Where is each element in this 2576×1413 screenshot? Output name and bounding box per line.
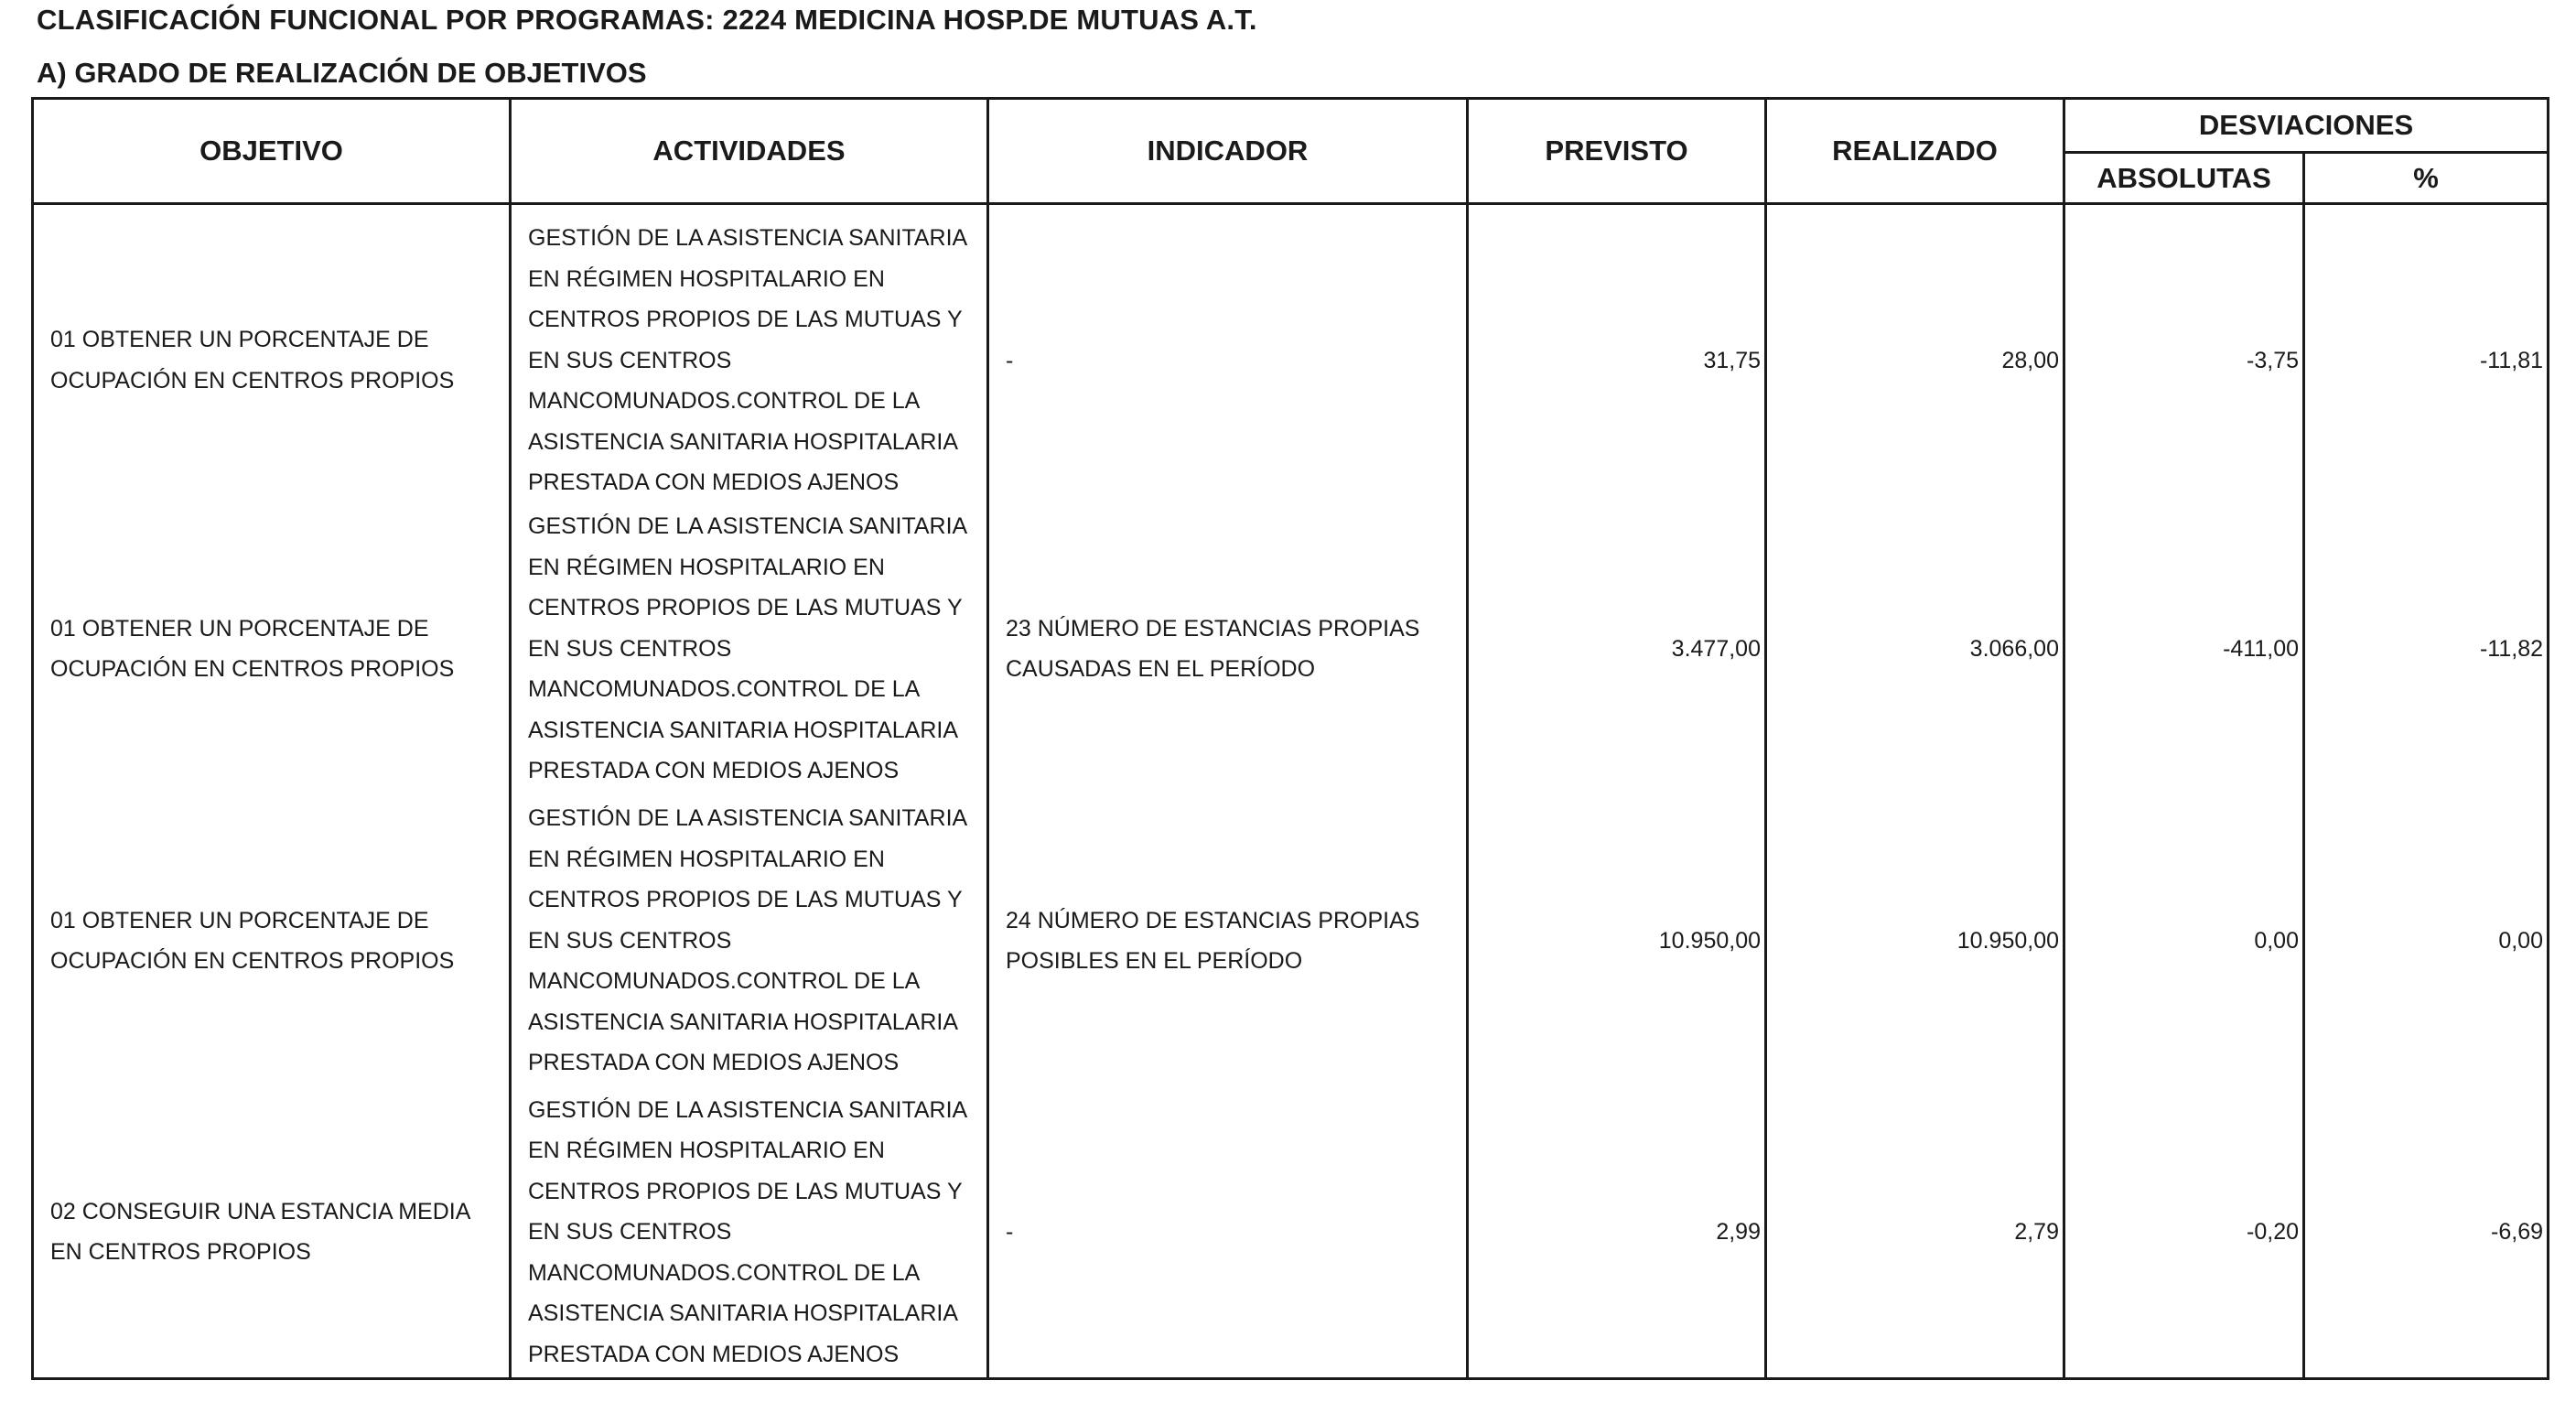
cell-realizado: 3.066,00 [1766, 503, 2064, 795]
table-header [33, 99, 2549, 204]
cell-indicador: - [988, 204, 1468, 503]
cell-objetivo: 01 OBTENER UN PORCENTAJE DE OCUPACIÓN EN CENTROS PROPIOS [33, 503, 511, 795]
table-row [33, 1087, 2549, 1379]
cell-objetivo: 02 CONSEGUIR UNA ESTANCIA MEDIA EN CENTROS PROPIOS [33, 1087, 511, 1379]
header-porcentaje: % [2304, 153, 2549, 204]
header-actividades: ACTIVIDADES [511, 99, 988, 204]
cell-previsto: 31,75 [1468, 204, 1766, 503]
cell-indicador: - [988, 1087, 1468, 1379]
document-title: CLASIFICACIÓN FUNCIONAL POR PROGRAMAS: 2224 MEDICINA HOSP.DE MUTUAS A.T. [37, 4, 1257, 36]
header-desviaciones: DESVIACIONES [2064, 99, 2549, 153]
table-row [33, 503, 2549, 795]
header-previsto: PREVISTO [1468, 99, 1766, 204]
header-realizado: REALIZADO [1766, 99, 2064, 204]
cell-objetivo: 01 OBTENER UN PORCENTAJE DE OCUPACIÓN EN CENTROS PROPIOS [33, 795, 511, 1087]
section-title: A) GRADO DE REALIZACIÓN DE OBJETIVOS [37, 57, 647, 89]
table-row [33, 795, 2549, 1087]
header-objetivo: OBJETIVO [33, 99, 511, 204]
cell-actividades: GESTIÓN DE LA ASISTENCIA SANITARIA EN RÉGIMEN HOSPITALARIO EN CENTROS PROPIOS DE LAS MUTUAS Y EN SUS CENTROS MANCOMUNADOS.CONTROL DE LA ASISTENCIA SANITARIA HOSPITALARIA PRESTADA CON MEDIOS AJENOS [511, 204, 988, 503]
cell-porcentaje: -6,69 [2304, 1087, 2549, 1379]
cell-indicador: 24 NÚMERO DE ESTANCIAS PROPIAS POSIBLES EN EL PERÍODO [988, 795, 1468, 1087]
cell-absolutas: -0,20 [2064, 1087, 2304, 1379]
cell-previsto: 3.477,00 [1468, 503, 1766, 795]
cell-actividades: GESTIÓN DE LA ASISTENCIA SANITARIA EN RÉGIMEN HOSPITALARIO EN CENTROS PROPIOS DE LAS MUTUAS Y EN SUS CENTROS MANCOMUNADOS.CONTROL DE LA ASISTENCIA SANITARIA HOSPITALARIA PRESTADA CON MEDIOS AJENOS [511, 1087, 988, 1379]
table-body [33, 204, 2549, 1379]
cell-indicador: 23 NÚMERO DE ESTANCIAS PROPIAS CAUSADAS EN EL PERÍODO [988, 503, 1468, 795]
cell-absolutas: 0,00 [2064, 795, 2304, 1087]
cell-realizado: 2,79 [1766, 1087, 2064, 1379]
cell-objetivo: 01 OBTENER UN PORCENTAJE DE OCUPACIÓN EN CENTROS PROPIOS [33, 204, 511, 503]
table-row [33, 204, 2549, 503]
cell-porcentaje: -11,82 [2304, 503, 2549, 795]
cell-actividades: GESTIÓN DE LA ASISTENCIA SANITARIA EN RÉGIMEN HOSPITALARIO EN CENTROS PROPIOS DE LAS MUTUAS Y EN SUS CENTROS MANCOMUNADOS.CONTROL DE LA ASISTENCIA SANITARIA HOSPITALARIA PRESTADA CON MEDIOS AJENOS [511, 795, 988, 1087]
cell-realizado: 28,00 [1766, 204, 2064, 503]
objectives-table [31, 97, 2549, 1380]
header-absolutas: ABSOLUTAS [2064, 153, 2304, 204]
cell-actividades: GESTIÓN DE LA ASISTENCIA SANITARIA EN RÉGIMEN HOSPITALARIO EN CENTROS PROPIOS DE LAS MUTUAS Y EN SUS CENTROS MANCOMUNADOS.CONTROL DE LA ASISTENCIA SANITARIA HOSPITALARIA PRESTADA CON MEDIOS AJENOS [511, 503, 988, 795]
header-indicador: INDICADOR [988, 99, 1468, 204]
cell-absolutas: -411,00 [2064, 503, 2304, 795]
cell-previsto: 2,99 [1468, 1087, 1766, 1379]
cell-porcentaje: 0,00 [2304, 795, 2549, 1087]
cell-absolutas: -3,75 [2064, 204, 2304, 503]
cell-realizado: 10.950,00 [1766, 795, 2064, 1087]
cell-previsto: 10.950,00 [1468, 795, 1766, 1087]
cell-porcentaje: -11,81 [2304, 204, 2549, 503]
